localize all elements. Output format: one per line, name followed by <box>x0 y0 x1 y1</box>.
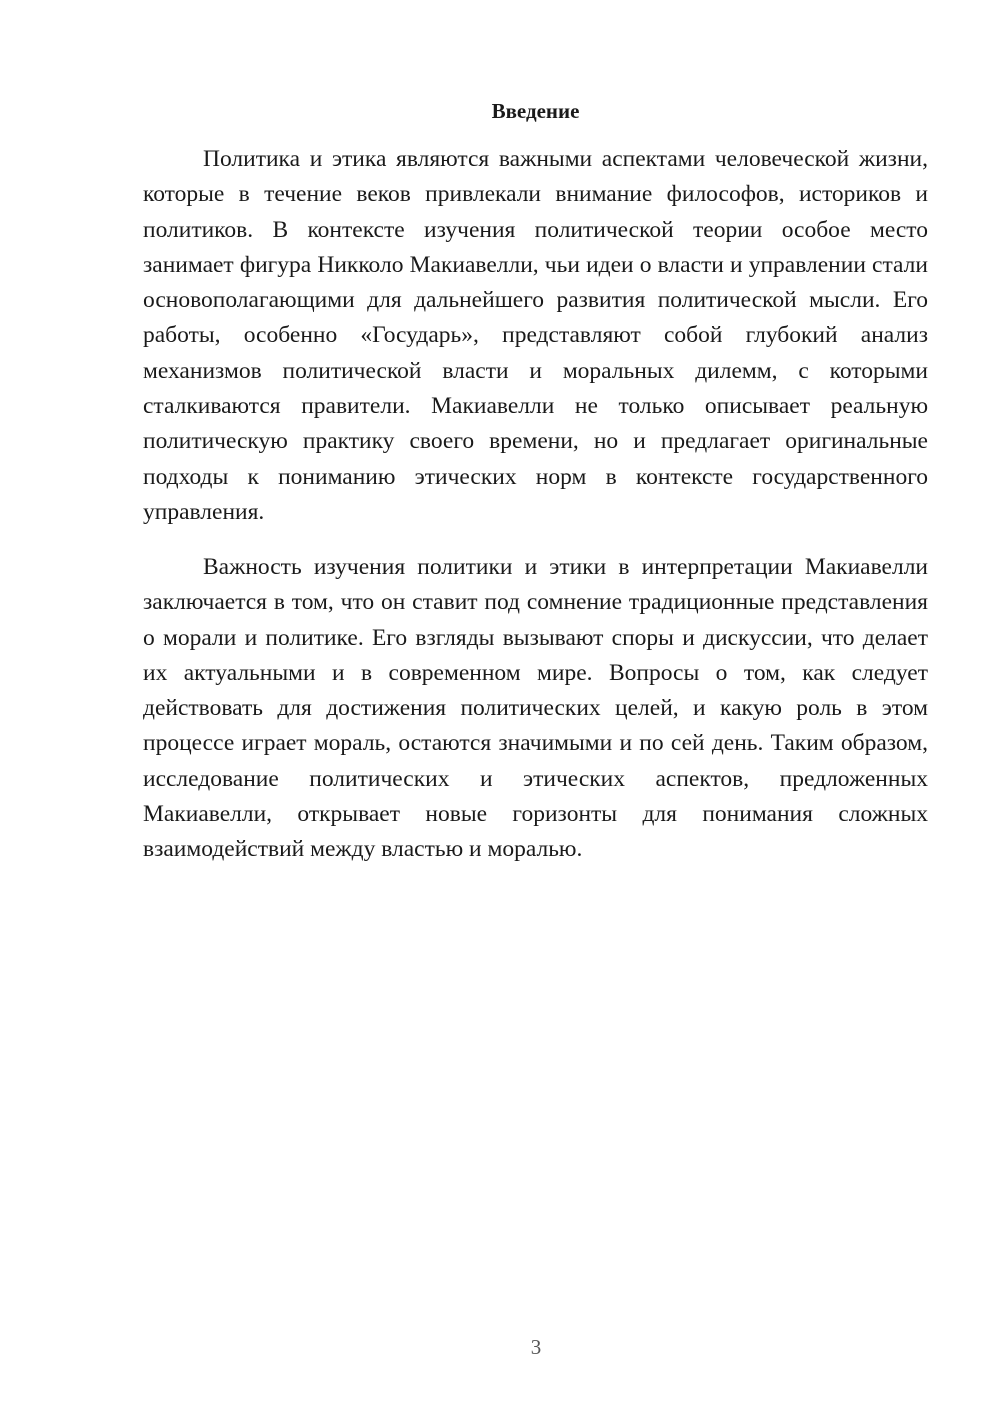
paragraph-2: Важность изучения политики и этики в интерпретации Макиавелли заключается в том, что он ставит под сомнение традиционные представления о морали и политике. Его взгляды вызывают споры и дискуссии, что делает их актуальными и в современном мире. Вопросы о том, как следует действовать для достижения политических целей, и какую роль в этом процессе играет мораль, остаются значимыми и по сей день. Таким образом, исследование политических и этических аспектов, предложенных Макиавелли, открывает новые горизонты для понимания сложных взаимодействий между властью и моралью. <box>143 554 928 863</box>
page-number: 3 <box>530 1335 542 1359</box>
paragraph-1: Политика и этика являются важными аспектами человеческой жизни, которые в течение веков привлекали внимание философов, историков и политиков. В контексте изучения политической теории особое место занимает фигура Никколо Макиавелли, чьи идеи о власти и управлении стали основополагающими для дальнейшего развития политической мысли. Его работы, особенно «Государь», представляют собой глубокий анализ механизмов политической власти и моральных дилемм, с которыми сталкиваются правители. Макиавелли не только описывает реальную политическую практику своего времени, но и предлагает оригинальные подходы к пониманию этических норм в контексте государственного управления. <box>143 146 928 525</box>
section-title: Введение <box>491 99 580 123</box>
